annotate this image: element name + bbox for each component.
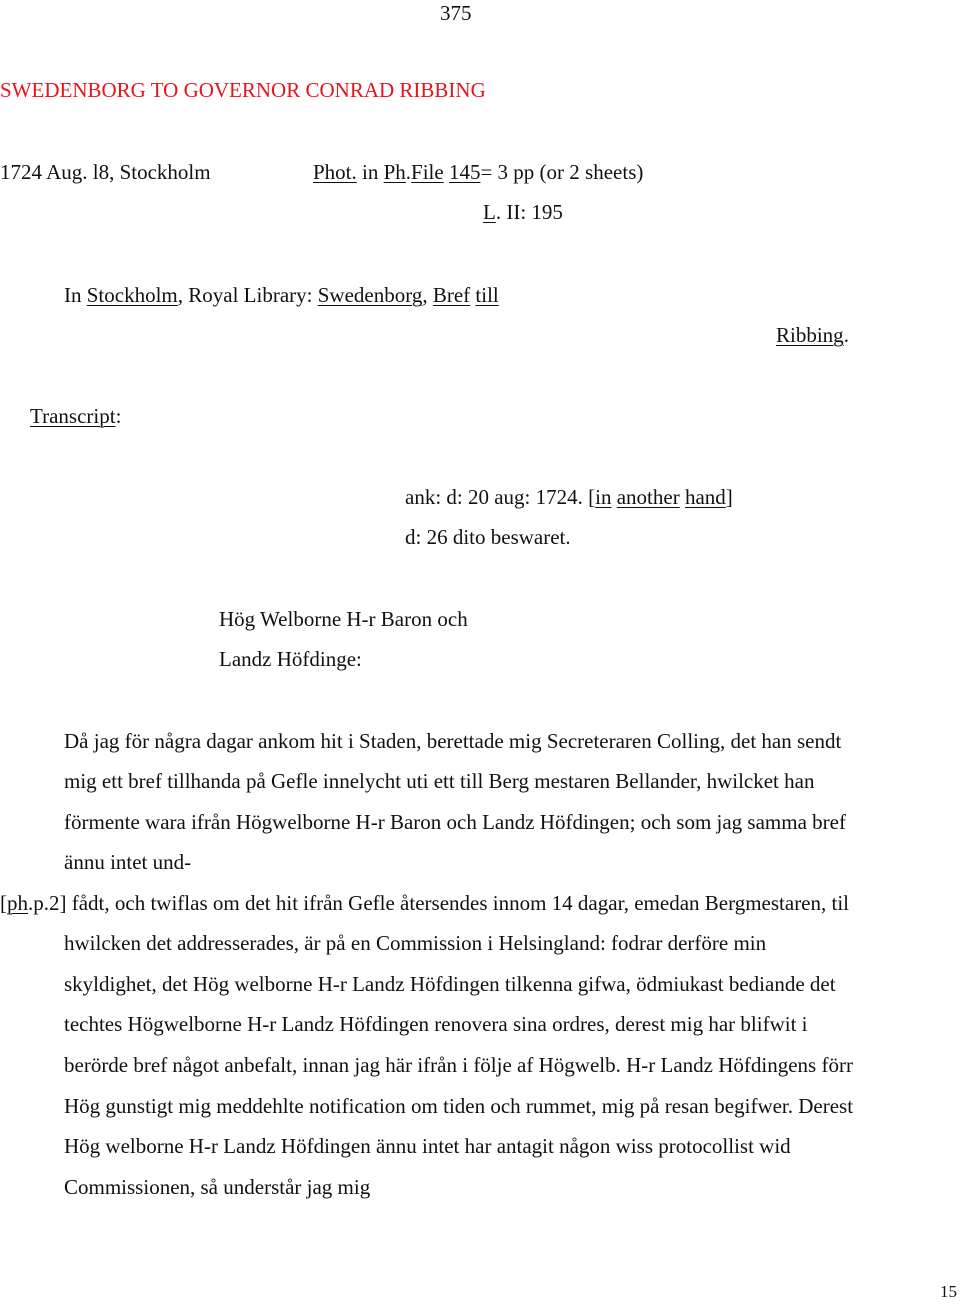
annotation-close: ] — [725, 485, 733, 509]
page-number-bottom: 15 — [940, 1282, 957, 1301]
body-line: berörde bref något anbefalt, innan jag här ifrån i följe af Högwelb. H-r Landz Höfdingens förr — [64, 1053, 853, 1077]
body-line: Då jag för några dagar ankom hit i Staden, berettade mig Secreteraren Colling, det han sendt — [64, 729, 842, 753]
comma-text: , — [422, 283, 433, 307]
page-number-top: 375 — [440, 1, 472, 25]
file-text: File — [411, 160, 444, 184]
period-text: . — [843, 323, 849, 347]
date-place: 1724 Aug. l8, Stockholm — [0, 160, 211, 184]
salutation-line-1: Hög Welborne H-r Baron och — [219, 607, 468, 631]
body-line-page-marker — [0, 890, 849, 916]
body-line: hwilcken det addresserades, är på en Commission i Helsingland: fodrar derföre min — [64, 931, 767, 955]
body-line: mig ett bref tillhanda på Gefle innelycht uti ett till Berg mestaren Bellander, hwilcket han — [64, 769, 815, 793]
body-line: förmente wara ifrån Högwelborne H-r Baron och Landz Höfdingen; och som jag samma bref — [64, 810, 846, 834]
body-line: techtes Högwelborne H-r Landz Höfdingen renovera sina ordres, derest mig har blifwit i — [64, 1012, 808, 1036]
annotation-hand: hand — [684, 485, 726, 509]
royal-library-text: , Royal Library: — [177, 283, 318, 307]
annotation-in: in — [595, 485, 612, 509]
transcript-label — [30, 403, 121, 429]
l-reference — [483, 199, 563, 225]
phot-text: Phot. — [313, 160, 357, 184]
transcript-colon: : — [115, 404, 122, 428]
ribbing-line — [776, 322, 849, 348]
letter-title: SWEDENBORG TO GOVERNOR CONRAD RIBBING — [0, 78, 486, 102]
body-line: skyldighet, det Hög welborne H-r Landz Höfdingen tilkenna gifwa, ödmiukast bediande det — [64, 972, 836, 996]
transcript-text: Transcript — [30, 404, 116, 428]
till-text: till — [475, 283, 499, 307]
annotation-line-1 — [405, 484, 733, 510]
stockholm-text: Stockholm — [86, 283, 178, 307]
dot-text: . — [405, 160, 412, 184]
ph-text: Ph — [383, 160, 406, 184]
body-line: ännu intet und- — [64, 850, 192, 874]
salutation-line-2: Landz Höfdinge: — [219, 647, 362, 671]
bracket-open: [ — [0, 891, 7, 915]
swedenborg-text: Swedenborg — [317, 283, 423, 307]
annotation-date: ank: d: 20 aug: 1724. [ — [405, 485, 596, 509]
body-line: Hög gunstigt mig meddehlte notification om tiden och rummet, mig på resan begifwer. Derest — [64, 1094, 854, 1118]
annotation-line-2: d: 26 dito beswaret. — [405, 525, 571, 549]
pages-text: = 3 pp (or 2 sheets) — [480, 160, 644, 184]
l-text: L — [483, 200, 496, 224]
bref-text: Bref — [432, 283, 471, 307]
annotation-another: another — [616, 485, 680, 509]
l-rest-text: . II: 195 — [495, 200, 563, 224]
in-word: In — [64, 283, 87, 307]
in-text: in — [356, 160, 384, 184]
body-line: Hög welborne H-r Landz Höfdingen ännu intet har antagit någon wiss protocollist wid — [64, 1134, 791, 1158]
file-number: 145 — [448, 160, 481, 184]
photocopy-reference — [313, 159, 643, 185]
ribbing-text: Ribbing — [776, 323, 844, 347]
body-line: Commissionen, så understår jag mig — [64, 1175, 371, 1199]
body-line-rest: .p.2] fådt, och twiflas om det hit ifrån Gefle återsendes innom 14 dagar, emedan Bergmestaren, til — [28, 891, 850, 915]
ph-marker: ph — [7, 891, 28, 915]
location-line — [64, 282, 499, 308]
